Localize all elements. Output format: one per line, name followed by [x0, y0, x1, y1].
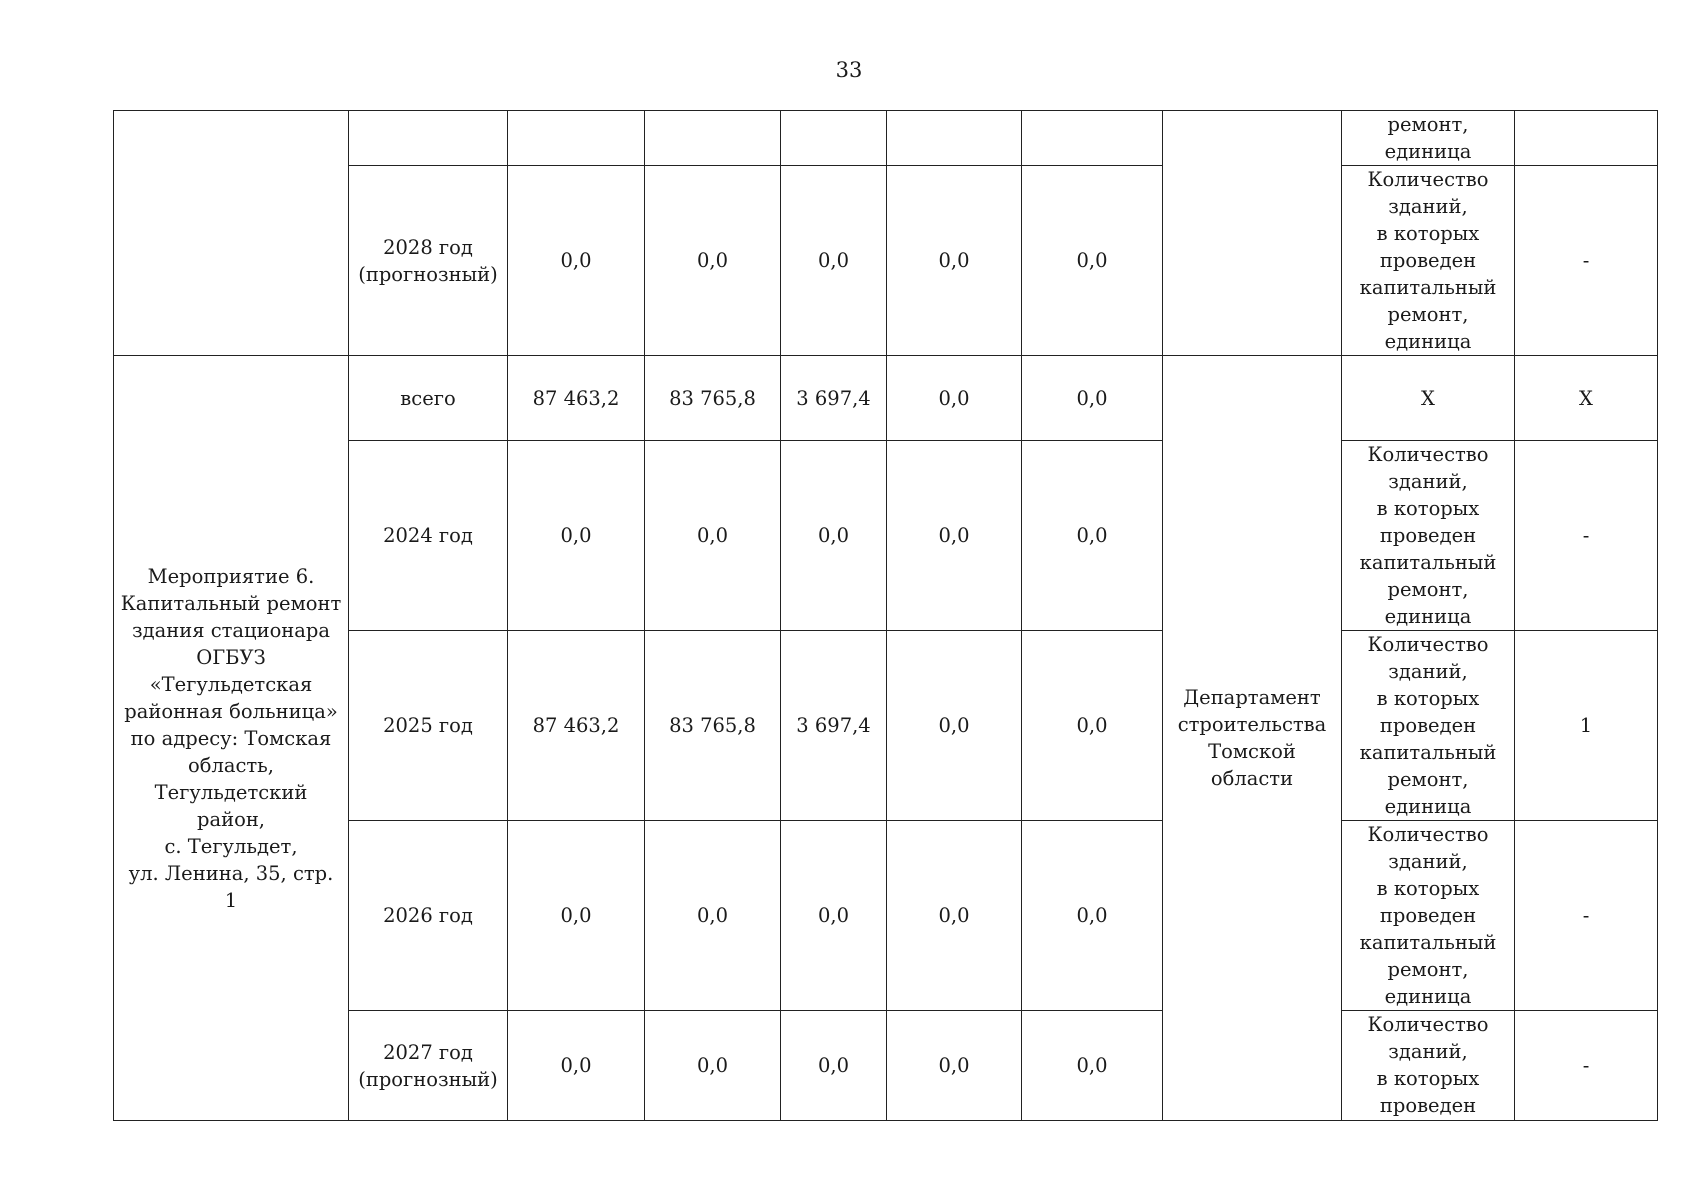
value-cell: 0,0	[887, 1011, 1022, 1121]
value-cell: 0,0	[781, 821, 887, 1011]
value-cell: 0,0	[1022, 821, 1163, 1011]
target-cell: -	[1515, 1011, 1658, 1121]
year-cell: 2027 год (прогнозный)	[349, 1011, 508, 1121]
indicator-cell: Количество зданий, в которых проведен	[1342, 1011, 1515, 1121]
value-cell: 0,0	[1022, 166, 1163, 356]
target-cell: X	[1515, 356, 1658, 441]
continuation-row	[114, 111, 1658, 166]
prev-event-cell	[114, 111, 349, 356]
value-cell: 0,0	[508, 166, 645, 356]
value-cell: 0,0	[887, 356, 1022, 441]
value-cell: 87 463,2	[508, 631, 645, 821]
value-cell: 0,0	[781, 441, 887, 631]
value-cell: 0,0	[1022, 631, 1163, 821]
target-cell: -	[1515, 441, 1658, 631]
target-cell: 1	[1515, 631, 1658, 821]
value-cell: 0,0	[508, 821, 645, 1011]
value-cell: 0,0	[887, 166, 1022, 356]
value-cell: 0,0	[645, 441, 781, 631]
event-description-cell: Мероприятие 6. Капитальный ремонт здания стационара ОГБУЗ «Тегульдетская районная больница» по адресу: Томская область, Тегульдетский район, с. Тегульдет, ул. Ленина, 35, стр. 1	[114, 356, 349, 1121]
value-cell: 0,0	[887, 821, 1022, 1011]
year-cell: 2028 год (прогнозный)	[349, 166, 508, 356]
value-cell: 0,0	[508, 1011, 645, 1121]
value-cell: 3 697,4	[781, 631, 887, 821]
target-cell	[1515, 111, 1658, 166]
budget-table	[113, 110, 1658, 1121]
empty-cell	[887, 111, 1022, 166]
year-cell: всего	[349, 356, 508, 441]
value-cell: 3 697,4	[781, 356, 887, 441]
value-cell: 83 765,8	[645, 631, 781, 821]
executor-cell: Департамент строительства Томской области	[1163, 356, 1342, 1121]
year-cell: 2024 год	[349, 441, 508, 631]
page-number: 33	[835, 58, 863, 82]
empty-cell	[349, 111, 508, 166]
empty-cell	[645, 111, 781, 166]
value-cell: 0,0	[1022, 441, 1163, 631]
value-cell: 0,0	[1022, 356, 1163, 441]
value-cell: 0,0	[645, 821, 781, 1011]
value-cell: 87 463,2	[508, 356, 645, 441]
empty-cell	[508, 111, 645, 166]
table-row	[114, 356, 1658, 441]
indicator-cell: X	[1342, 356, 1515, 441]
value-cell: 0,0	[645, 1011, 781, 1121]
value-cell: 0,0	[781, 1011, 887, 1121]
value-cell: 0,0	[781, 166, 887, 356]
indicator-cell: Количество зданий, в которых проведен капитальный ремонт, единица	[1342, 441, 1515, 631]
indicator-cell: Количество зданий, в которых проведен капитальный ремонт, единица	[1342, 166, 1515, 356]
empty-cell	[1022, 111, 1163, 166]
target-cell: -	[1515, 821, 1658, 1011]
indicator-cell: Количество зданий, в которых проведен капитальный ремонт, единица	[1342, 631, 1515, 821]
indicator-cell: Количество зданий, в которых проведен капитальный ремонт, единица	[1342, 821, 1515, 1011]
value-cell: 0,0	[645, 166, 781, 356]
year-cell: 2025 год	[349, 631, 508, 821]
value-cell: 0,0	[1022, 1011, 1163, 1121]
prev-executor-cell	[1163, 111, 1342, 356]
target-cell: -	[1515, 166, 1658, 356]
year-cell: 2026 год	[349, 821, 508, 1011]
empty-cell	[781, 111, 887, 166]
value-cell: 83 765,8	[645, 356, 781, 441]
indicator-cell: ремонт, единица	[1342, 111, 1515, 166]
value-cell: 0,0	[887, 631, 1022, 821]
value-cell: 0,0	[508, 441, 645, 631]
value-cell: 0,0	[887, 441, 1022, 631]
